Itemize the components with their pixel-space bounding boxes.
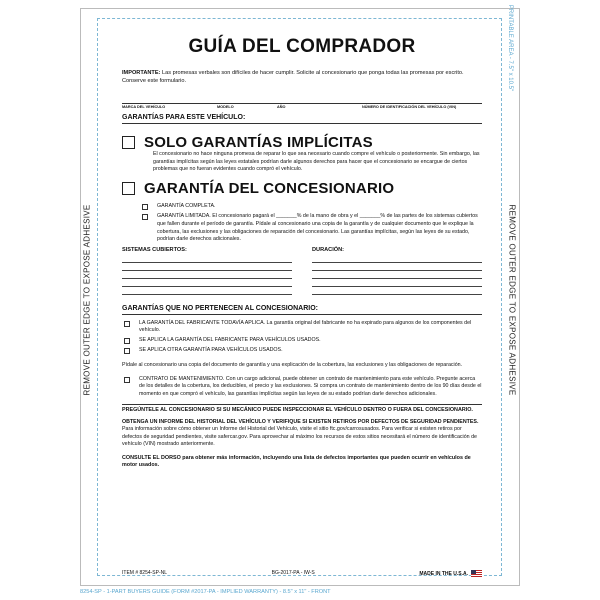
limited-warranty-text: GARANTÍA LIMITADA. El concesionario pagará el _______% de la mano de obra y el _______% de las partes de los sistemas cubiertos que fallen durante el período de garantía. Pídale al concesionario una copia de la garantía y de cualquier documento que le explique la cobertura, las exclusiones y las obligaciones de reparación del concesionario. Las garantías implícitas, según las leyes de su estado, podrían darle derechos adicionales. [157,213,478,243]
form-content [122,36,482,469]
limited-warranty-option[interactable] [142,213,482,243]
limited-warranty-checkbox[interactable] [142,214,148,220]
made-in-usa: MADE IN THE U.S.A. [419,570,482,577]
form-number: BG-2017-PA - IW-S [271,570,315,576]
entry-line[interactable] [312,271,482,279]
manufacturer-used-warranty-checkbox[interactable] [124,338,130,344]
printable-area-label: PRINTABLE AREA - 7.5" x 10.5" [507,4,513,92]
full-warranty-checkbox[interactable] [142,204,148,210]
us-flag-icon [471,570,482,577]
intro-lead: IMPORTANTE: [122,70,161,76]
systems-covered-label: SISTEMAS CUBIERTOS: [122,246,187,253]
form-footer [122,570,482,577]
other-used-warranty-text: SE APLICA OTRA GARANTÍA PARA VEHÍCULOS USADOS. [139,346,283,353]
duration-label: DURACIÓN: [312,246,345,253]
implied-warranty-checkbox[interactable] [122,136,135,149]
manufacturer-used-warranty-text: SE APLICA LA GARANTÍA DEL FABRICANTE PARA VEHÍCULOS USADOS. [139,336,321,343]
dealer-warranty-label: GARANTÍA DEL CONCESIONARIO [144,179,395,197]
manufacturer-warranty-text: LA GARANTÍA DEL FABRICANTE TODAVÍA APLICA. La garantía original del fabricante no ha expirado para algunos de los componentes del vehículo. [139,319,472,334]
vehicle-year-field[interactable]: AÑO [277,105,286,109]
systems-covered-lines[interactable] [122,255,292,295]
duration-lines[interactable] [312,255,482,295]
manufacturer-warranty-checkbox[interactable] [124,321,130,327]
manufacturer-used-warranty-option[interactable] [122,337,482,345]
dealer-warranty-option[interactable] [122,180,482,197]
service-contract-text: CONTRATO DE MANTENIMIENTO. Con un cargo adicional, puede obtener un contrato de mantenimiento para este vehículo. Pregunte acerca de los detalles de la cobertura, los deducibles, el precio y las exclusiones. Si compra un contrato de mantenimiento dentro de los 90 días desde el momento en que compró el vehículo, las garantías implícitas según las leyes de su estado podrían darle derechos adicionales. [139,375,482,397]
intro-paragraph [122,70,482,85]
vehicle-make-field[interactable]: MARCA DEL VEHÍCULO [122,105,166,109]
entry-line[interactable] [122,279,292,287]
history-report-paragraph [122,419,482,449]
product-caption: 8254-SP - 1-PART BUYERS GUIDE (FORM #2017-PA - IMPLIED WARRANTY) - 8.5" x 11" - FRONT [80,589,331,595]
entry-line[interactable] [122,287,292,295]
inspection-notice: PREGÚNTELE AL CONCESIONARIO SI SU MECÁNICO PUEDE INSPECCIONAR EL VEHÍCULO DENTRO O FUERA DEL CONCESIONARIO. [122,406,473,413]
divider [122,404,482,405]
entry-line[interactable] [312,279,482,287]
implied-warranty-label: SOLO GARANTÍAS IMPLÍCITAS [144,134,373,151]
service-contract-checkbox[interactable] [124,377,130,383]
adhesive-instruction-right: REMOVE OUTER EDGE TO EXPOSE ADHESIVE [507,204,517,396]
intro-text: Las promesas verbales son difíciles de hacer cumplir. Solicite al concesionario que ponga todas las promesas por escrito. Conserve este formulario. [122,70,464,84]
see-back-note: CONSULTE EL DORSO para obtener más información, incluyendo una lista de defectos importantes que pueden ocurrir en vehículos de motor usados. [122,454,471,468]
item-number: ITEM # 8254-SP-NL [122,570,168,576]
implied-warranty-text: El concesionario no hace ninguna promesa de reparar lo que sea necesario cuando compre el vehículo o posteriormente. Sin embargo, las garantías implícitas según las leyes estatales podrían darle algunos derechos para hacer que el concesionario se encargue de ciertos problemas que no fueran evidentes cuando compró el vehículo. [153,151,480,173]
service-contract-option[interactable] [122,376,482,399]
systems-duration-lines [122,255,482,295]
manufacturer-warranty-option[interactable] [122,320,482,335]
entry-line[interactable] [122,271,292,279]
history-report-text: Para información sobre cómo obtener un Informe del Historial del Vehículo, visite el sitio ftc.gov/carrosusados. Para verificar si existen retiros por defectos de seguridad pendientes, visite safercar.gov. Para aprovechar al máximo los recursos de estos sitios necesitará el número de identificación de vehículo (VIN) mostrado anteriormente. [122,426,477,448]
full-warranty-label: GARANTÍA COMPLETA. [157,202,216,209]
vehicle-fields-row [122,103,482,109]
entry-line[interactable] [312,263,482,271]
entry-line[interactable] [122,263,292,271]
non-dealer-warranties-heading: GARANTÍAS QUE NO PERTENECEN AL CONCESIONARIO: [122,305,482,315]
other-used-warranty-option[interactable] [122,347,482,355]
entry-line[interactable] [122,255,292,263]
ask-copy-text: Pídale al concesionario una copia del documento de garantía y una explicación de la cobertura, las exclusiones y las obligaciones de reparación. [122,362,463,369]
form-title: GUÍA DEL COMPRADOR [188,36,416,57]
vehicle-model-field[interactable]: MODELO [217,105,234,109]
warranties-section-heading: GARANTÍAS PARA ESTE VEHÍCULO: [122,114,482,124]
other-used-warranty-checkbox[interactable] [124,348,130,354]
vehicle-vin-field[interactable]: NÚMERO DE IDENTIFICACIÓN DEL VEHÍCULO (VIN) [362,105,457,109]
dealer-warranty-checkbox[interactable] [122,182,135,195]
systems-duration-headers [122,247,482,253]
full-warranty-option[interactable] [142,203,482,211]
entry-line[interactable] [312,255,482,263]
implied-warranty-option[interactable] [122,134,482,151]
entry-line[interactable] [312,287,482,295]
history-report-heading: OBTENGA UN INFORME DEL HISTORIAL DEL VEHÍCULO Y VERIFIQUE SI EXISTEN RETIROS POR DEFECTOS DE SEGURIDAD PENDIENTES. [122,418,479,425]
adhesive-instruction-left: REMOVE OUTER EDGE TO EXPOSE ADHESIVE [82,204,92,396]
